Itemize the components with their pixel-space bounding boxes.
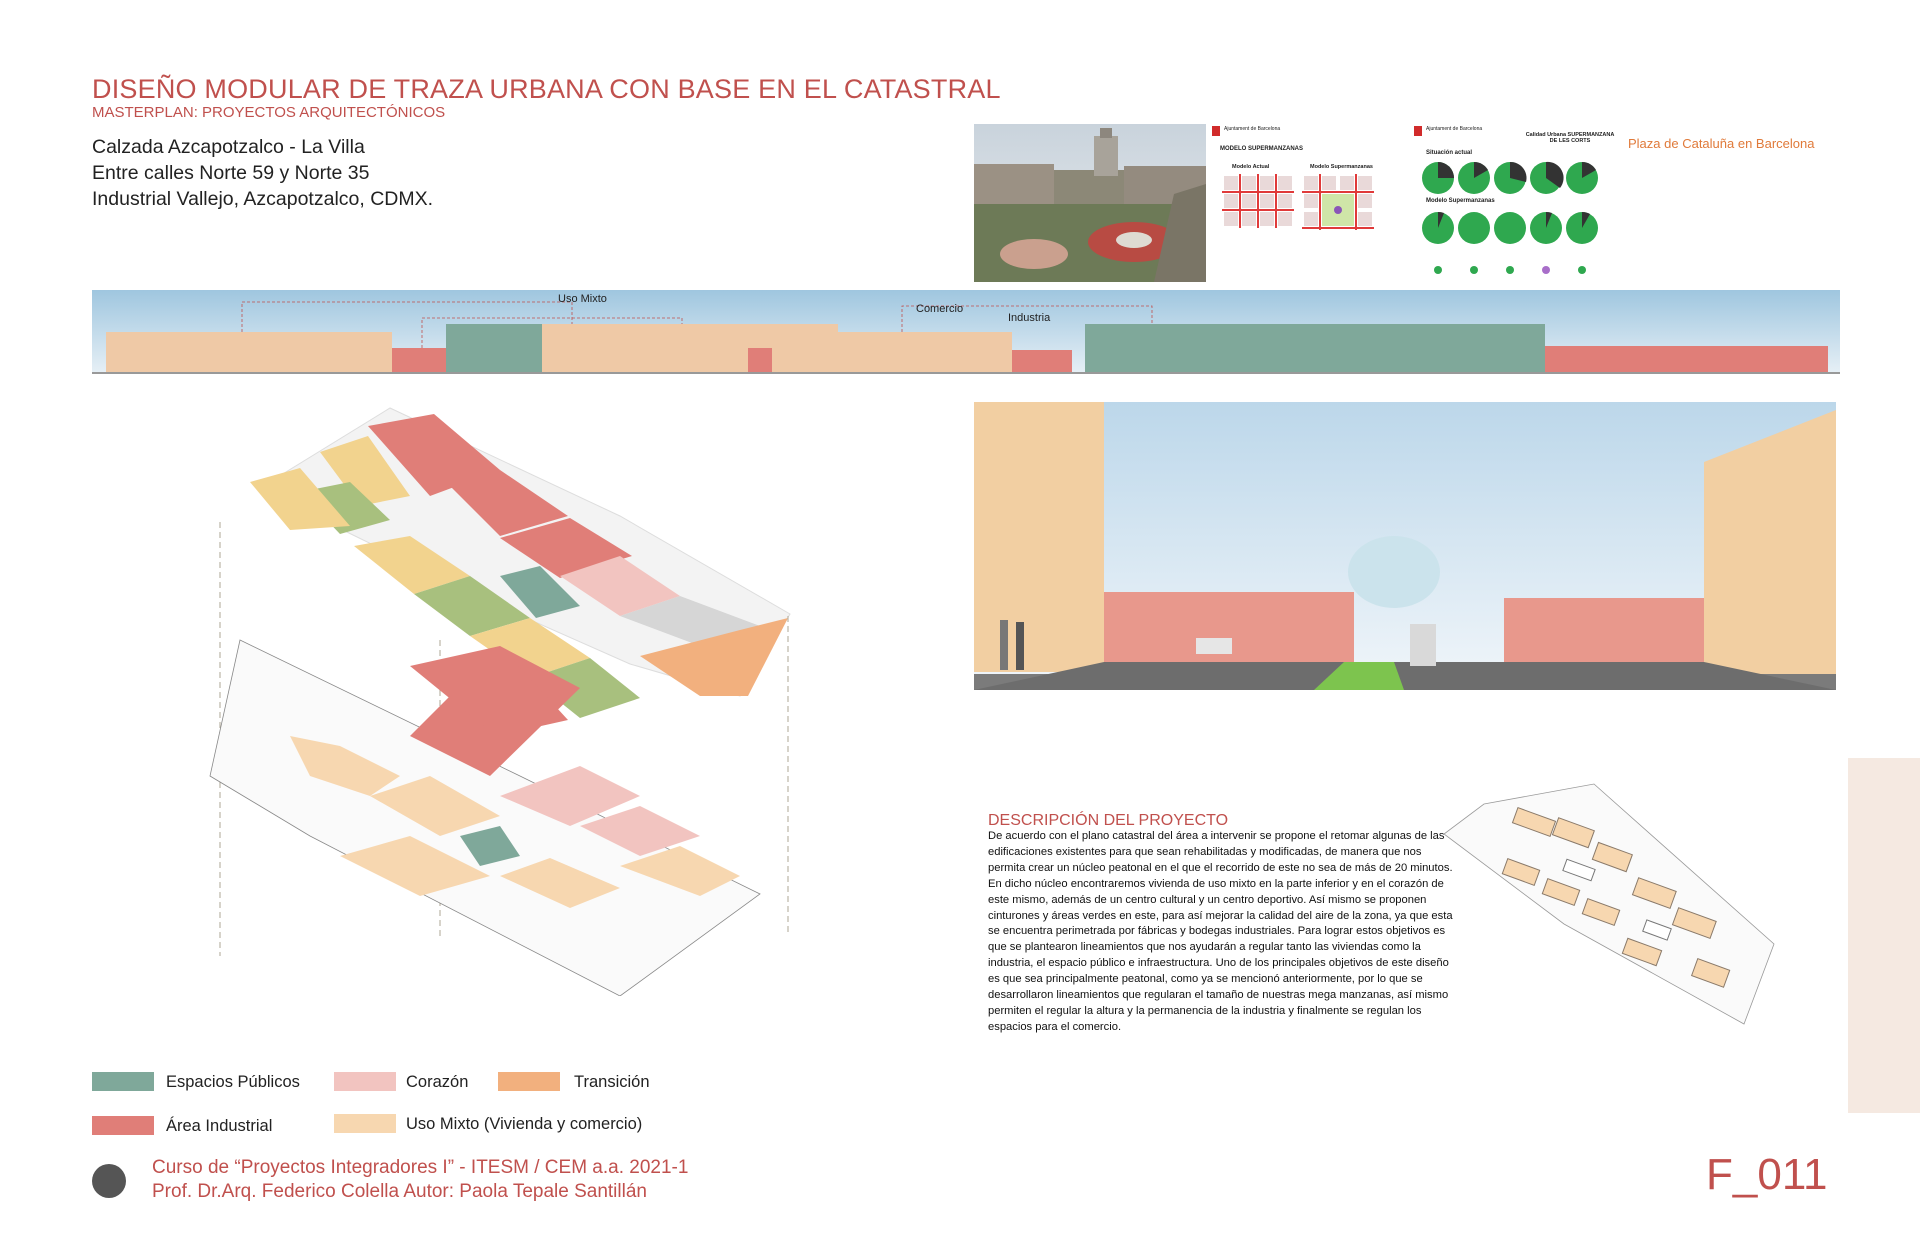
legend-swatch-transition: [498, 1072, 560, 1091]
supermanzanas-model-panel: [1210, 124, 1390, 264]
legend-label-core: Corazón: [406, 1073, 469, 1091]
panel1-col1: Modelo Actual: [1232, 164, 1270, 170]
page-subtitle: MASTERPLAN: PROYECTOS ARQUITECTÓNICOS: [92, 104, 446, 121]
location-block: [92, 134, 433, 212]
street-elevation: [92, 288, 1840, 374]
legend-label-transition: Transición: [574, 1073, 650, 1091]
barcelona-logo-icon: [1212, 126, 1220, 136]
legend-swatch-mixed: [334, 1114, 396, 1133]
sheet-code: F_011: [1706, 1150, 1828, 1199]
plaza-cataluna-photo: [974, 124, 1206, 282]
panel2-org: Ajuntament de Barcelona: [1426, 126, 1483, 132]
urban-quality-panel: [1412, 124, 1620, 282]
elevation-label-commerce: Comercio: [916, 303, 964, 315]
panel2-row1: Situación actual: [1426, 150, 1473, 156]
description-body: De acuerdo con el plano catastral del área a intervenir se propone el retomar algunas de las edificaciones existentes para que sean rehabilitadas y modificadas, de manera que nos permita crear un núcleo peatonal en el que el recorrido de este no sea de más de 20 minutos. En dicho núcleo encontraremos vivienda de uso mixto en la parte inferior y en el corazón de este mismo, además de un centro cultural y un centro deportivo. Así mismo se proponen cinturones y áreas verdes en este, para así mejorar la calidad del aire de la zona, ya que esta se encuentra perimetrada por fábricas y bodegas industriales. Para lograr estos objetivos es que se plantearon lineamientos que nos ayudarán a regular tanto las viviendas como la industria, el espacio público e infraestructura. Uno de los principales objetivos de este diseño es que sea principalmente peatonal, como ya se mencionó anteriormente, por lo que se desarrollaron lineamientos que regularan el tamaño de nuestras mega manzanas, así mismo permiten el regular la altura y la permanencia de la industria y finalmente se regulan los espacios para el comercio.: [988, 830, 1453, 1033]
quality-indicators: [1420, 158, 1620, 282]
panel1-col2: Modelo Supermanzanas: [1310, 164, 1373, 170]
legend-swatch-core: [334, 1072, 396, 1091]
street-perspective-render: [974, 402, 1836, 690]
massing-axonometric: [1444, 774, 1794, 1032]
axonometric-masterplan: [200, 396, 800, 996]
course-line: Curso de “Proyectos Integradores I” - ITESM / CEM a.a. 2021-1: [152, 1157, 689, 1178]
panel2-heading: Calidad Urbana SUPERMANZANA DE LES CORTS: [1525, 132, 1615, 144]
course-credits: [152, 1156, 688, 1204]
panel1-org: Ajuntament de Barcelona: [1224, 126, 1281, 132]
panel1-heading: MODELO SUPERMANZANAS: [1220, 146, 1304, 152]
institution-logo-icon: [92, 1164, 126, 1198]
barcelona-logo-icon: [1414, 126, 1422, 136]
side-decorative-band: [1848, 758, 1920, 1113]
description-title: DESCRIPCIÓN DEL PROYECTO: [988, 812, 1229, 829]
author-line: Prof. Dr.Arq. Federico Colella Autor: Paola Tepale Santillán: [152, 1181, 647, 1202]
legend-label-public: Espacios Públicos: [166, 1073, 300, 1091]
elevation-label-industry: Industria: [1008, 312, 1051, 324]
location-line-2: Entre calles Norte 59 y Norte 35: [92, 162, 370, 184]
location-line-1: Calzada Azcapotzalco - La Villa: [92, 136, 365, 158]
page-title: DISEÑO MODULAR DE TRAZA URBANA CON BASE EN EL CATASTRAL: [92, 74, 1001, 104]
supermanzanas-diagram: [1222, 174, 1382, 244]
legend-label-industrial: Área Industrial: [166, 1117, 273, 1135]
elevation-label-mixed: Uso Mixto: [558, 293, 607, 305]
legend-swatch-public: [92, 1072, 154, 1091]
legend-swatch-industrial: [92, 1116, 154, 1135]
reference-label: Plaza de Cataluña en Barcelona: [1628, 136, 1815, 151]
location-line-3: Industrial Vallejo, Azcapotzalco, CDMX.: [92, 188, 434, 210]
panel2-row2: Modelo Supermanzanas: [1426, 198, 1495, 204]
legend-label-mixed: Uso Mixto (Vivienda y comercio): [406, 1115, 643, 1133]
